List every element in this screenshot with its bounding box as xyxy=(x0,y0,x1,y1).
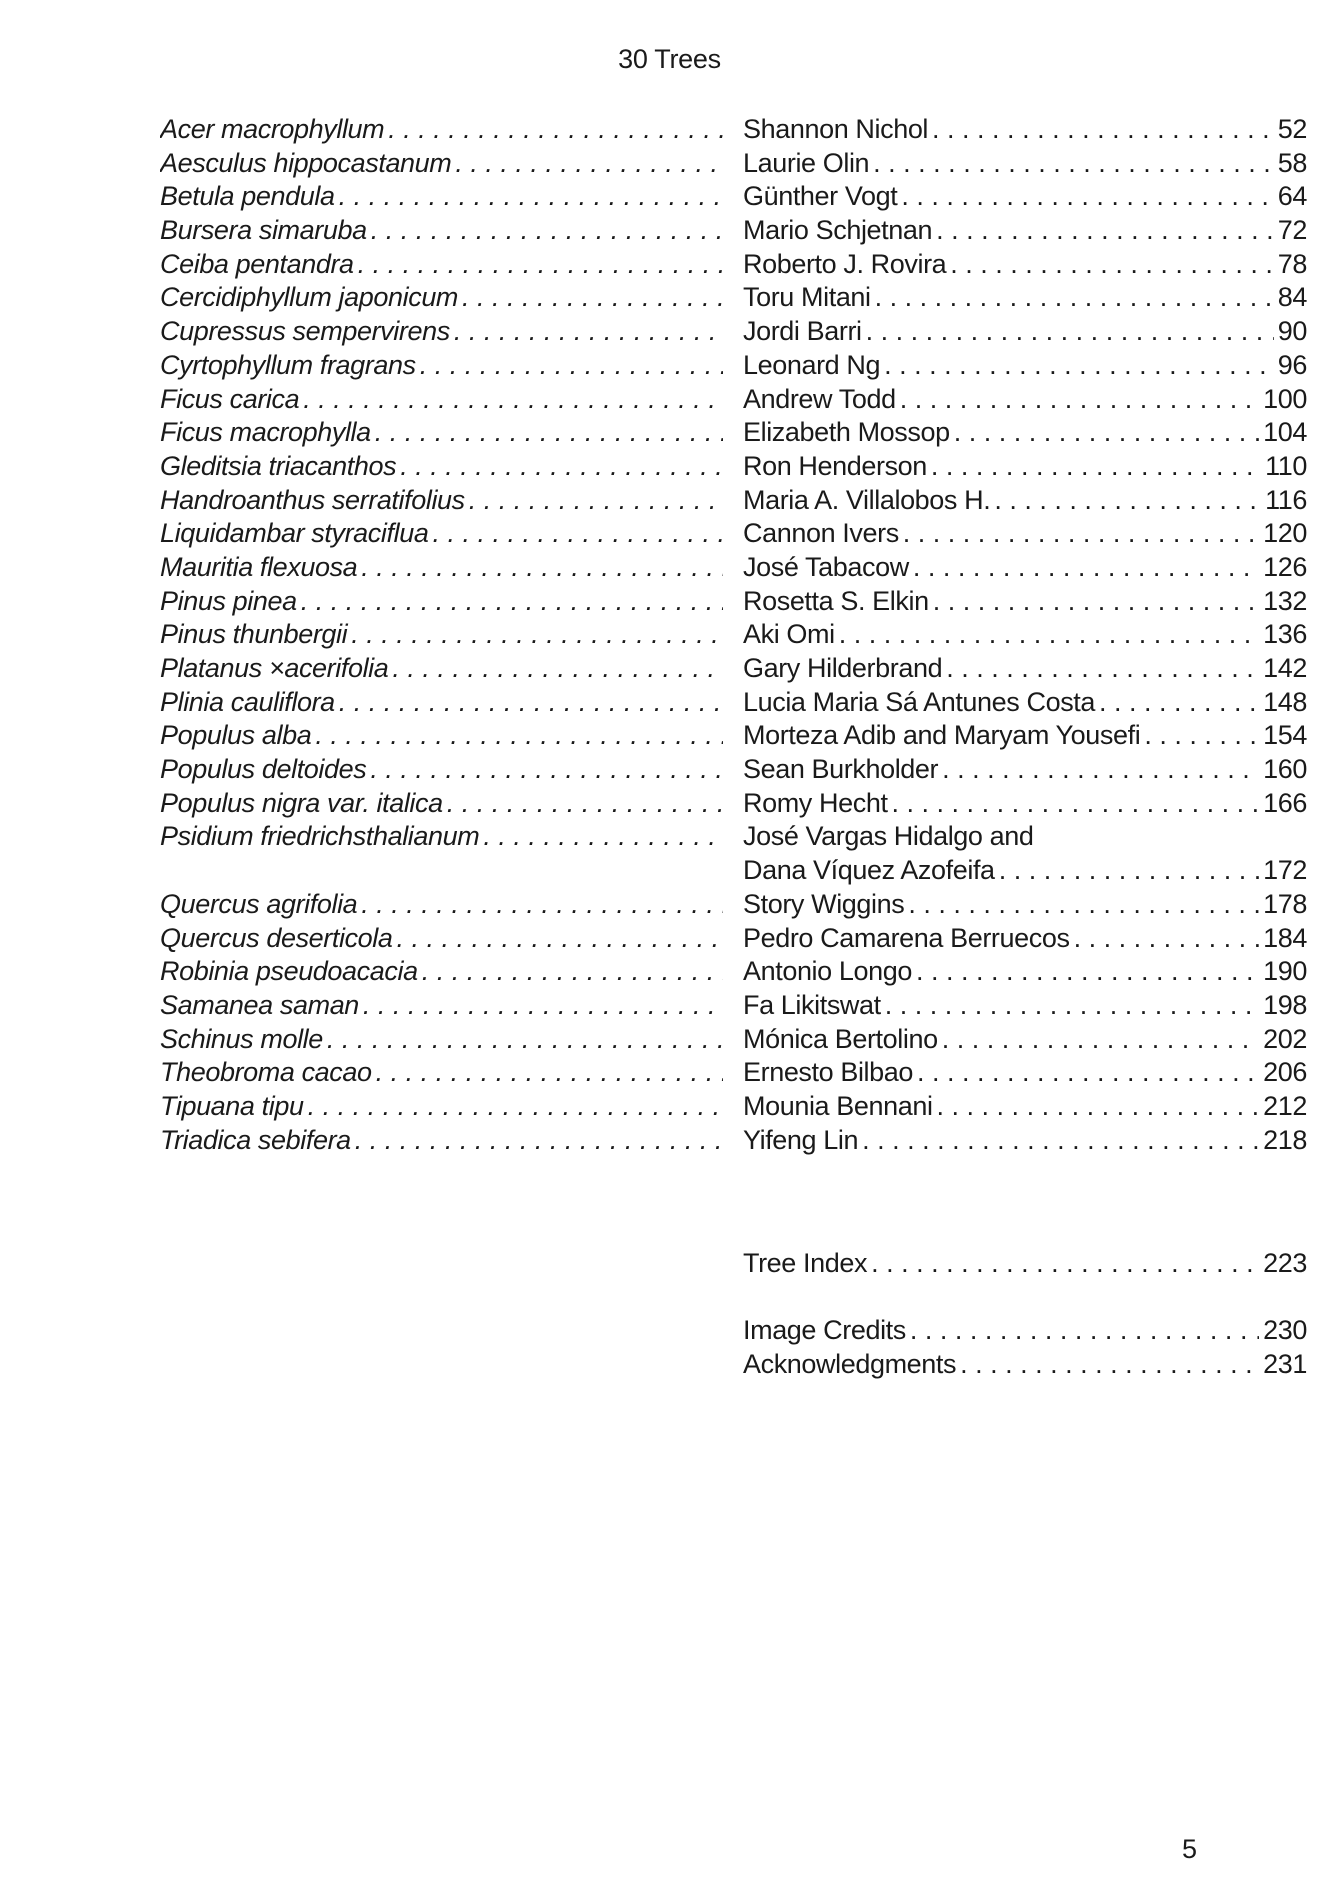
toc-row xyxy=(160,315,1307,349)
table-of-contents xyxy=(160,113,1307,1157)
author-name: Story Wiggins xyxy=(743,888,908,922)
author-name: Ernesto Bilbao xyxy=(743,1056,917,1090)
leader-dots xyxy=(375,416,723,450)
author-entry[interactable] xyxy=(743,719,1307,753)
species-name: Quercus agrifolia xyxy=(160,888,361,922)
author-name: Günther Vogt xyxy=(743,180,901,214)
author-name: Mario Schjetnan xyxy=(743,214,936,248)
author-entry[interactable] xyxy=(743,315,1307,349)
species-name: Quercus deserticola xyxy=(160,922,397,956)
species-entry[interactable] xyxy=(160,753,723,787)
toc-row xyxy=(160,686,1307,720)
toc-row xyxy=(160,416,1307,450)
author-name: Pedro Camarena Berruecos xyxy=(743,922,1074,956)
author-name: Leonard Ng xyxy=(743,349,884,383)
leader-dots xyxy=(999,854,1259,888)
entry-page-number: 116 xyxy=(1261,484,1307,518)
leader-dots xyxy=(873,147,1274,181)
species-entry[interactable] xyxy=(160,180,723,214)
entry-page-number: 230 xyxy=(1259,1314,1307,1348)
toc-row xyxy=(160,719,1307,753)
author-name: Toru Mitani xyxy=(743,281,875,315)
author-entry[interactable] xyxy=(743,1090,1307,1124)
toc-row xyxy=(160,1090,1307,1124)
leader-dots xyxy=(932,113,1274,147)
leader-dots xyxy=(339,180,723,214)
species-name: Ficus macrophylla xyxy=(160,416,375,450)
author-name: Ron Henderson xyxy=(743,450,931,484)
author-entry[interactable] xyxy=(743,484,1307,518)
leader-dots xyxy=(361,888,723,922)
toc-row xyxy=(160,248,1307,282)
leader-dots xyxy=(862,1124,1259,1158)
entry-page-number: 78 xyxy=(1274,248,1307,282)
leader-dots xyxy=(917,1056,1259,1090)
species-entry[interactable] xyxy=(160,551,723,585)
species-name: Gleditsia triacanthos xyxy=(160,450,400,484)
entry-page-number: 64 xyxy=(1274,180,1307,214)
species-entry[interactable] xyxy=(160,147,723,181)
toc-row xyxy=(160,180,1307,214)
species-entry[interactable] xyxy=(160,281,723,315)
entry-page-number: 190 xyxy=(1259,955,1307,989)
author-name: Cannon Ivers xyxy=(743,517,903,551)
species-name: Liquidambar styraciflua xyxy=(160,517,432,551)
species-entry[interactable] xyxy=(160,787,723,821)
species-name: Populus deltoides xyxy=(160,753,370,787)
species-entry[interactable] xyxy=(160,113,723,147)
author-entry[interactable] xyxy=(743,989,1307,1023)
species-name: Ceiba pentandra xyxy=(160,248,358,282)
species-entry[interactable] xyxy=(160,214,723,248)
author-name: Laurie Olin xyxy=(743,147,873,181)
leader-dots xyxy=(388,113,723,147)
toc-row xyxy=(160,147,1307,181)
leader-dots xyxy=(946,652,1259,686)
entry-page-number: 110 xyxy=(1261,450,1307,484)
author-entry[interactable] xyxy=(743,686,1307,720)
author-name: Sean Burkholder xyxy=(743,753,942,787)
author-entry[interactable] xyxy=(743,416,1307,450)
leader-dots xyxy=(400,450,723,484)
leader-dots xyxy=(933,585,1259,619)
entry-page-number: 218 xyxy=(1259,1124,1307,1158)
toc-row xyxy=(160,1124,1307,1158)
author-name: Roberto J. Rovira xyxy=(743,248,950,282)
toc-row xyxy=(160,652,1307,686)
leader-dots xyxy=(913,551,1259,585)
species-name: Populus alba xyxy=(160,719,315,753)
entry-page-number: 58 xyxy=(1274,147,1307,181)
entry-page-number: 166 xyxy=(1259,787,1307,821)
toc-row xyxy=(160,820,1307,887)
leader-dots xyxy=(422,955,723,989)
toc-row xyxy=(160,484,1307,518)
author-name: Elizabeth Mossop xyxy=(743,416,954,450)
species-entry[interactable] xyxy=(160,450,723,484)
species-name: Aesculus hippocastanum xyxy=(160,147,455,181)
leader-dots xyxy=(885,989,1259,1023)
leader-dots xyxy=(371,214,723,248)
author-entry[interactable] xyxy=(743,1124,1307,1158)
leader-dots xyxy=(1099,686,1259,720)
leader-dots xyxy=(884,349,1274,383)
toc-row xyxy=(160,113,1307,147)
entry-page-number: 126 xyxy=(1259,551,1307,585)
species-name: Schinus molle xyxy=(160,1023,327,1057)
leader-dots xyxy=(469,484,723,518)
leader-dots xyxy=(376,1056,723,1090)
leader-dots xyxy=(308,1090,723,1124)
leader-dots xyxy=(875,281,1274,315)
species-name: Tipuana tipu xyxy=(160,1090,308,1124)
author-entry[interactable] xyxy=(743,383,1307,417)
toc-row xyxy=(160,989,1307,1023)
author-name: Dana Víquez Azofeifa xyxy=(743,854,999,888)
back-matter-tree-index xyxy=(743,1247,1307,1281)
leader-dots xyxy=(358,248,723,282)
entry-page-number: 72 xyxy=(1274,214,1307,248)
leader-dots xyxy=(942,753,1259,787)
leader-dots xyxy=(892,787,1260,821)
leader-dots xyxy=(315,719,723,753)
author-entry[interactable] xyxy=(743,820,1307,887)
toc-row xyxy=(160,214,1307,248)
leader-dots xyxy=(936,214,1274,248)
entry-page-number: 90 xyxy=(1274,315,1307,349)
author-entry[interactable] xyxy=(743,787,1307,821)
leader-dots xyxy=(937,1090,1260,1124)
toc-entry-acknowledgments[interactable] xyxy=(743,1348,1307,1382)
species-name: Triadica sebifera xyxy=(160,1124,355,1158)
leader-dots xyxy=(910,1314,1259,1348)
entry-page-number: 178 xyxy=(1259,888,1307,922)
leader-dots xyxy=(355,1124,723,1158)
entry-page-number: 198 xyxy=(1259,989,1307,1023)
species-entry[interactable] xyxy=(160,383,723,417)
species-name: Bursera simaruba xyxy=(160,214,371,248)
leader-dots xyxy=(908,888,1259,922)
leader-dots xyxy=(432,517,723,551)
entry-label: Image Credits xyxy=(743,1314,910,1348)
entry-page-number: 223 xyxy=(1259,1247,1307,1281)
author-name: Lucia Maria Sá Antunes Costa xyxy=(743,686,1099,720)
species-name: Cyrtophyllum fragrans xyxy=(160,349,420,383)
leader-dots xyxy=(454,315,723,349)
leader-dots xyxy=(420,349,723,383)
author-name: Morteza Adib and Maryam Yousefi xyxy=(743,719,1144,753)
leader-dots xyxy=(839,618,1259,652)
leader-dots xyxy=(447,787,723,821)
author-entry[interactable] xyxy=(743,517,1307,551)
entry-page-number: 96 xyxy=(1274,349,1307,383)
species-name: Platanus ×acerifolia xyxy=(160,652,392,686)
entry-page-number: 136 xyxy=(1259,618,1307,652)
author-name: Gary Hilderbrand xyxy=(743,652,946,686)
species-entry[interactable] xyxy=(160,820,723,854)
species-name: Psidium friedrichsthalianum xyxy=(160,820,483,854)
species-entry[interactable] xyxy=(160,585,723,619)
author-entry[interactable] xyxy=(743,1023,1307,1057)
author-entry[interactable] xyxy=(743,888,1307,922)
author-entry[interactable] xyxy=(743,652,1307,686)
leader-dots xyxy=(339,686,723,720)
toc-row xyxy=(160,1023,1307,1057)
species-entry[interactable] xyxy=(160,989,723,1023)
leader-dots xyxy=(392,652,723,686)
entry-page-number: 52 xyxy=(1274,113,1307,147)
species-name: Populus nigra var. italica xyxy=(160,787,447,821)
toc-row xyxy=(160,517,1307,551)
leader-dots xyxy=(397,922,723,956)
species-entry[interactable] xyxy=(160,1023,723,1057)
leader-dots xyxy=(903,517,1259,551)
entry-page-number: 202 xyxy=(1259,1023,1307,1057)
author-entry[interactable] xyxy=(743,922,1307,956)
toc-row xyxy=(160,955,1307,989)
toc-row xyxy=(160,888,1307,922)
species-name: Acer macrophyllum xyxy=(160,113,388,147)
author-entry[interactable] xyxy=(743,585,1307,619)
author-entry[interactable] xyxy=(743,1056,1307,1090)
toc-row xyxy=(160,922,1307,956)
leader-dots xyxy=(1144,719,1259,753)
author-entry[interactable] xyxy=(743,214,1307,248)
species-name: Ficus carica xyxy=(160,383,303,417)
leader-dots xyxy=(351,618,723,652)
leader-dots xyxy=(901,180,1273,214)
author-entry[interactable] xyxy=(743,618,1307,652)
author-name-line1: José Vargas Hidalgo and xyxy=(743,821,1034,852)
leader-dots xyxy=(363,989,723,1023)
author-entry[interactable] xyxy=(743,180,1307,214)
leader-dots xyxy=(900,383,1259,417)
toc-row xyxy=(160,585,1307,619)
toc-row xyxy=(160,450,1307,484)
species-name: Betula pendula xyxy=(160,180,339,214)
toc-row xyxy=(160,383,1307,417)
species-name: Robinia pseudoacacia xyxy=(160,955,422,989)
author-entry[interactable] xyxy=(743,113,1307,147)
leader-dots xyxy=(483,820,723,854)
species-name: Cupressus sempervirens xyxy=(160,315,454,349)
species-name: Pinus pinea xyxy=(160,585,301,619)
species-entry[interactable] xyxy=(160,1090,723,1124)
toc-row xyxy=(160,618,1307,652)
species-entry[interactable] xyxy=(160,888,723,922)
author-name: Antonio Longo xyxy=(743,955,916,989)
author-entry[interactable] xyxy=(743,450,1307,484)
author-name: Jordi Barri xyxy=(743,315,866,349)
entry-label: Tree Index xyxy=(743,1247,871,1281)
author-name: Shannon Nichol xyxy=(743,113,932,147)
entry-page-number: 184 xyxy=(1259,922,1307,956)
leader-dots xyxy=(361,551,723,585)
leader-dots xyxy=(954,416,1259,450)
species-entry[interactable] xyxy=(160,1124,723,1158)
leader-dots xyxy=(462,281,723,315)
species-entry[interactable] xyxy=(160,618,723,652)
author-entry[interactable] xyxy=(743,248,1307,282)
entry-page-number: 206 xyxy=(1259,1056,1307,1090)
author-entry[interactable] xyxy=(743,753,1307,787)
leader-dots xyxy=(303,383,723,417)
entry-page-number: 104 xyxy=(1259,416,1307,450)
toc-row xyxy=(160,349,1307,383)
entry-page-number: 231 xyxy=(1259,1348,1307,1382)
author-name: Aki Omi xyxy=(743,618,839,652)
toc-row xyxy=(160,787,1307,821)
species-entry[interactable] xyxy=(160,652,723,686)
author-name: Romy Hecht xyxy=(743,787,892,821)
entry-page-number: 84 xyxy=(1274,281,1307,315)
leader-dots xyxy=(301,585,723,619)
leader-dots xyxy=(1074,922,1260,956)
toc-row xyxy=(160,753,1307,787)
author-name: Andrew Todd xyxy=(743,383,900,417)
entry-page-number: 148 xyxy=(1259,686,1307,720)
leader-dots xyxy=(871,1247,1259,1281)
leader-dots xyxy=(960,1348,1259,1382)
author-name: José Tabacow xyxy=(743,551,913,585)
page-number: 5 xyxy=(1181,1834,1197,1864)
author-name: Yifeng Lin xyxy=(743,1124,862,1158)
toc-row xyxy=(160,1056,1307,1090)
leader-dots xyxy=(931,450,1261,484)
entry-page-number: 212 xyxy=(1259,1090,1307,1124)
species-entry[interactable] xyxy=(160,922,723,956)
author-entry[interactable] xyxy=(743,349,1307,383)
toc-row xyxy=(160,551,1307,585)
entry-page-number: 120 xyxy=(1259,517,1307,551)
entry-page-number: 160 xyxy=(1259,753,1307,787)
species-name: Mauritia flexuosa xyxy=(160,551,361,585)
species-name: Pinus thunbergii xyxy=(160,618,351,652)
entry-label: Acknowledgments xyxy=(743,1348,960,1382)
species-name: Cercidiphyllum japonicum xyxy=(160,281,462,315)
author-entry[interactable] xyxy=(743,281,1307,315)
entry-page-number: 100 xyxy=(1259,383,1307,417)
species-name: Handroanthus serratifolius xyxy=(160,484,469,518)
toc-entry-image-credits[interactable] xyxy=(743,1314,1307,1348)
leader-dots xyxy=(370,753,723,787)
leader-dots xyxy=(866,315,1274,349)
author-name: Rosetta S. Elkin xyxy=(743,585,933,619)
species-name: Theobroma cacao xyxy=(160,1056,376,1090)
species-name: Plinia cauliflora xyxy=(160,686,339,720)
entry-page-number: 132 xyxy=(1259,585,1307,619)
entry-page-number: 172 xyxy=(1259,854,1307,888)
leader-dots xyxy=(327,1023,723,1057)
author-name: Mounia Bennani xyxy=(743,1090,937,1124)
author-entry[interactable] xyxy=(743,551,1307,585)
page-title: 30 Trees xyxy=(618,44,721,74)
species-entry[interactable] xyxy=(160,349,723,383)
species-entry[interactable] xyxy=(160,416,723,450)
species-entry[interactable] xyxy=(160,248,723,282)
leader-dots xyxy=(994,484,1261,518)
author-name: Maria A. Villalobos H. xyxy=(743,484,994,518)
species-entry[interactable] xyxy=(160,484,723,518)
author-entry[interactable] xyxy=(743,955,1307,989)
species-entry[interactable] xyxy=(160,1056,723,1090)
leader-dots xyxy=(916,955,1259,989)
back-matter-credits xyxy=(743,1314,1307,1381)
species-name: Samanea saman xyxy=(160,989,363,1023)
author-name: Mónica Bertolino xyxy=(743,1023,942,1057)
toc-entry-tree-index[interactable] xyxy=(743,1247,1307,1281)
entry-page-number: 154 xyxy=(1259,719,1307,753)
toc-row xyxy=(160,281,1307,315)
species-entry[interactable] xyxy=(160,517,723,551)
author-entry[interactable] xyxy=(743,147,1307,181)
leader-dots xyxy=(942,1023,1259,1057)
species-entry[interactable] xyxy=(160,315,723,349)
leader-dots xyxy=(455,147,723,181)
leader-dots xyxy=(950,248,1273,282)
species-entry[interactable] xyxy=(160,686,723,720)
author-name: Fa Likitswat xyxy=(743,989,885,1023)
species-entry[interactable] xyxy=(160,955,723,989)
entry-page-number: 142 xyxy=(1259,652,1307,686)
species-entry[interactable] xyxy=(160,719,723,753)
